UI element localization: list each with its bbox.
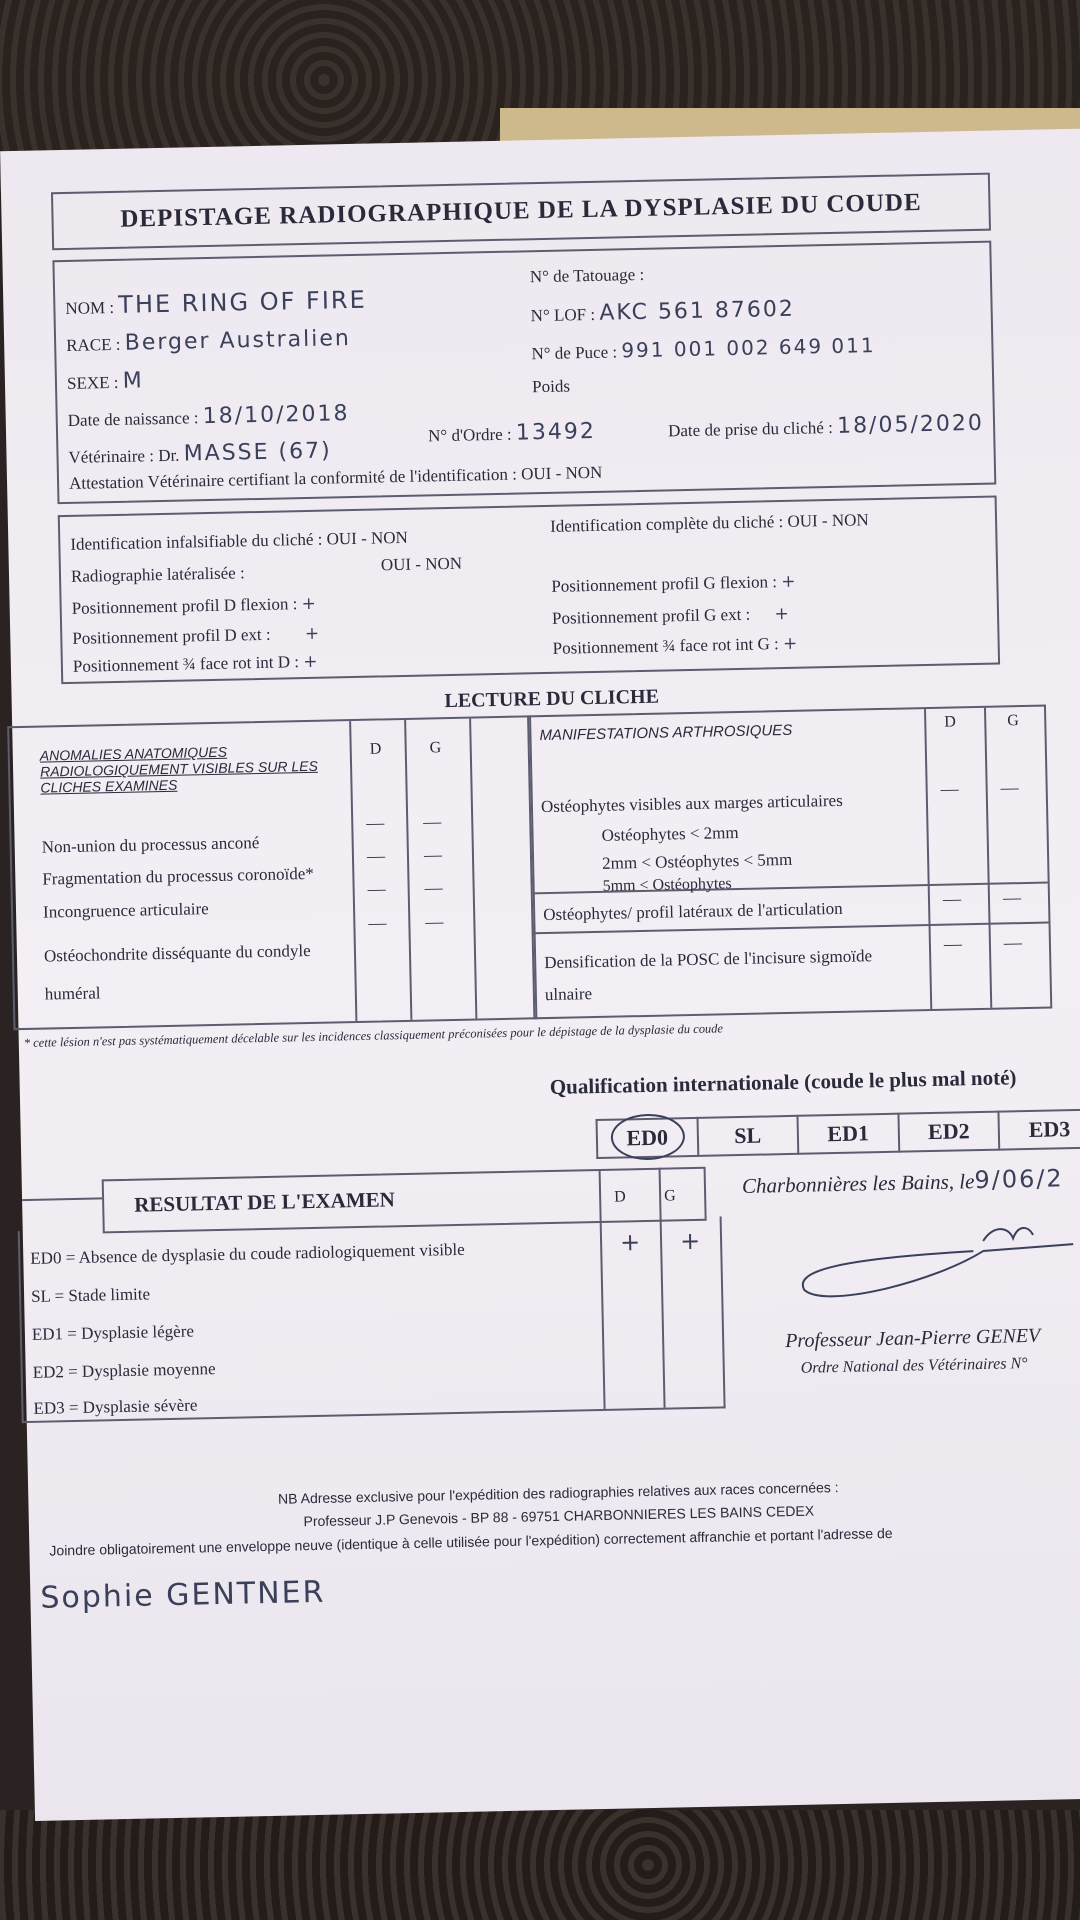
naissance-value: 18/10/2018: [202, 401, 350, 430]
ordre-label: N° d'Ordre :: [427, 424, 512, 446]
race-value: Berger Australien: [124, 326, 352, 356]
footer-line-2: Professeur J.P Genevois - BP 88 - 69751 CHARBONNIERES LES BAINS CEDEX: [303, 1502, 815, 1530]
signature-scribble: [783, 1209, 1080, 1305]
anomaly-2-d: —: [366, 845, 386, 866]
arthrosis-row-2: Ostéophytes < 2mm: [601, 822, 739, 845]
pos-g-face-mark: +: [782, 633, 800, 655]
puce-label: N° de Puce :: [531, 342, 618, 364]
arthrosis-row-6: Densification de la POSC de l'incisure sigmoïde ulnaire: [544, 946, 873, 1005]
anomaly-1-g: —: [423, 811, 442, 832]
pos-d-ext-mark: +: [304, 623, 322, 645]
certificate-paper: [0, 129, 1080, 1821]
tatouage-label: N° de Tatouage :: [529, 264, 645, 287]
anomalies-table: [7, 715, 537, 1030]
complete-text: Identification complète du cliché : OUI - NON: [549, 510, 869, 536]
poids-label: Poids: [531, 376, 571, 397]
veterinaire-label: Vétérinaire : Dr.: [68, 445, 180, 467]
pos-g-ext-label: Positionnement profil G ext :: [551, 604, 751, 628]
lateralisee-value: OUI - NON: [380, 553, 463, 575]
table-background-bottom: [0, 1810, 1080, 1920]
arthrosis-col-g: G: [1007, 712, 1020, 730]
resultat-row-ed0: ED0 = Absence de dysplasie du coude radiologiquement visible: [30, 1239, 465, 1268]
arthrosis-row-3: 2mm < Ostéophytes < 5mm: [601, 849, 793, 873]
infalsifiable-text: Identification infalsifiable du cliché : OUI - NON: [70, 527, 409, 554]
lecture-title: LECTURE DU CLICHE: [444, 685, 660, 713]
arthrosis-row-1: Ostéophytes visibles aux marges articulaires: [540, 790, 843, 817]
grade-ed1: ED1: [797, 1114, 898, 1154]
race-label: RACE :: [66, 334, 121, 355]
pos-g-ext-mark: +: [774, 603, 792, 625]
signature-order: Ordre National des Vétérinaires N°: [800, 1355, 1028, 1377]
footer-line-1: NB Adresse exclusive pour l'expédition des radiographies relatives aux races concernées :: [277, 1479, 839, 1507]
handwritten-name: Sophie GENTNER: [40, 1574, 326, 1616]
lateralisee-label: Radiographie latéralisée :: [70, 563, 245, 586]
anomalies-col-g: G: [429, 739, 442, 757]
ordre-value: 13492: [515, 418, 597, 446]
pos-d-face-label: Positionnement ¾ face rot int D :: [72, 652, 300, 676]
arthrosis-5-d: —: [942, 888, 962, 909]
arthrosis-col-d: D: [944, 713, 957, 731]
identification-section: [58, 496, 1000, 685]
qualification-title: Qualification internationale (coude le plus mal noté): [549, 1065, 1017, 1099]
resultat-title: RESULTAT DE L'EXAMEN: [133, 1187, 396, 1217]
pos-g-flexion-label: Positionnement profil G flexion :: [551, 572, 778, 596]
pos-d-flexion-mark: +: [301, 593, 319, 615]
resultat-table: [18, 1216, 726, 1423]
pos-d-ext-label: Positionnement profil D ext :: [72, 624, 271, 648]
veterinaire-value: MASSE (67): [183, 438, 332, 467]
page-title: DEPISTAGE RADIOGRAPHIQUE DE LA DYSPLASIE DU COUDE: [120, 189, 922, 233]
arthrosis-row-5: Ostéophytes/ profil latéraux de l'articulation: [543, 898, 843, 925]
anomaly-4-d: —: [368, 912, 387, 933]
signature-name: Professeur Jean-Pierre GENEV: [784, 1324, 1041, 1353]
lof-value: AKC 561 87602: [599, 296, 796, 326]
anomaly-row-4: Ostéochondrite disséquante du condyle huméral: [43, 940, 311, 1004]
arthrosis-6-g: —: [1003, 932, 1023, 953]
anomaly-row-1: Non-union du processus anconé: [41, 833, 260, 857]
resultat-col-d: D: [613, 1188, 626, 1206]
anomalies-col-d: D: [369, 740, 382, 758]
arthrosis-header: MANIFESTATIONS ARTHROSIQUES: [539, 721, 793, 745]
arthrosis-row-4: 5mm < Ostéophytes: [602, 875, 732, 895]
resultat-col-g: G: [663, 1187, 676, 1205]
grade-ed3: ED3: [999, 1109, 1080, 1149]
anomaly-row-3: Incongruence articulaire: [42, 899, 209, 922]
lof-label: N° LOF :: [530, 304, 596, 326]
anomaly-2-g: —: [423, 844, 443, 865]
anomaly-3-g: —: [424, 877, 443, 898]
arthrosis-5-g: —: [1002, 887, 1022, 908]
arthrosis-1-g: —: [1000, 777, 1019, 798]
date-cliche-label: Date de prise du cliché :: [667, 417, 834, 441]
nom-label: NOM :: [65, 297, 115, 318]
sexe-value: M: [122, 368, 144, 394]
grade-ed0: ED0: [597, 1118, 698, 1158]
anomaly-3-d: —: [367, 878, 386, 899]
resultat-row-ed1: ED1 = Dysplasie légère: [31, 1321, 195, 1344]
pos-g-flexion-mark: +: [781, 571, 798, 593]
nom-value: THE RING OF FIRE: [117, 285, 367, 319]
pos-d-flexion-label: Positionnement profil D flexion :: [71, 594, 298, 618]
resultat-row-ed2: ED2 = Dysplasie moyenne: [32, 1359, 216, 1382]
title-box: [51, 173, 991, 251]
arthrosis-6-d: —: [943, 933, 963, 954]
resultat-row-sl: SL = Stade limite: [30, 1284, 151, 1306]
naissance-label: Date de naissance :: [67, 408, 199, 430]
arthrosis-1-d: —: [940, 778, 959, 799]
pos-g-face-label: Positionnement ¾ face rot int G :: [552, 634, 779, 658]
anomaly-4-g: —: [425, 911, 444, 932]
arthrosis-table: [527, 705, 1052, 1020]
pos-d-face-mark: +: [303, 651, 320, 673]
grade-sl: SL: [697, 1116, 798, 1156]
sexe-label: SEXE :: [66, 372, 119, 393]
grade-ed2: ED2: [898, 1112, 999, 1152]
anomaly-row-2: Fragmentation du processus coronoïde*: [42, 863, 314, 889]
resultat-row-ed3: ED3 = Dysplasie sévère: [33, 1395, 198, 1418]
anomaly-1-d: —: [366, 812, 385, 833]
resultat-ed0-d-mark: +: [619, 1228, 643, 1257]
signature-date: 9/06/2: [974, 1164, 1064, 1195]
date-cliche-value: 18/05/2020: [836, 410, 985, 439]
anomalies-header: ANOMALIES ANATOMIQUES RADIOLOGIQUEMENT VISIBLES SUR LES CLICHES EXAMINES: [39, 743, 318, 796]
identity-section: [52, 241, 996, 505]
puce-value: 991 001 002 649 011: [621, 333, 876, 363]
footer-line-3: Joindre obligatoirement une enveloppe neuve (identique à celle utilisée pour l'expédition) correctement affranchie et portant l'adresse de: [49, 1524, 893, 1559]
signature-place: Charbonnières les Bains, le: [741, 1169, 975, 1198]
resultat-ed0-g-mark: +: [679, 1226, 703, 1256]
attestation-text: Attestation Vétérinaire certifiant la conformité de l'identification : OUI - NON: [68, 462, 603, 493]
footnote: * cette lésion n'est pas systématiquement décelable sur les incidences classiquement préconisées pour le dépistage de la dysplasie du coude: [23, 1021, 724, 1051]
